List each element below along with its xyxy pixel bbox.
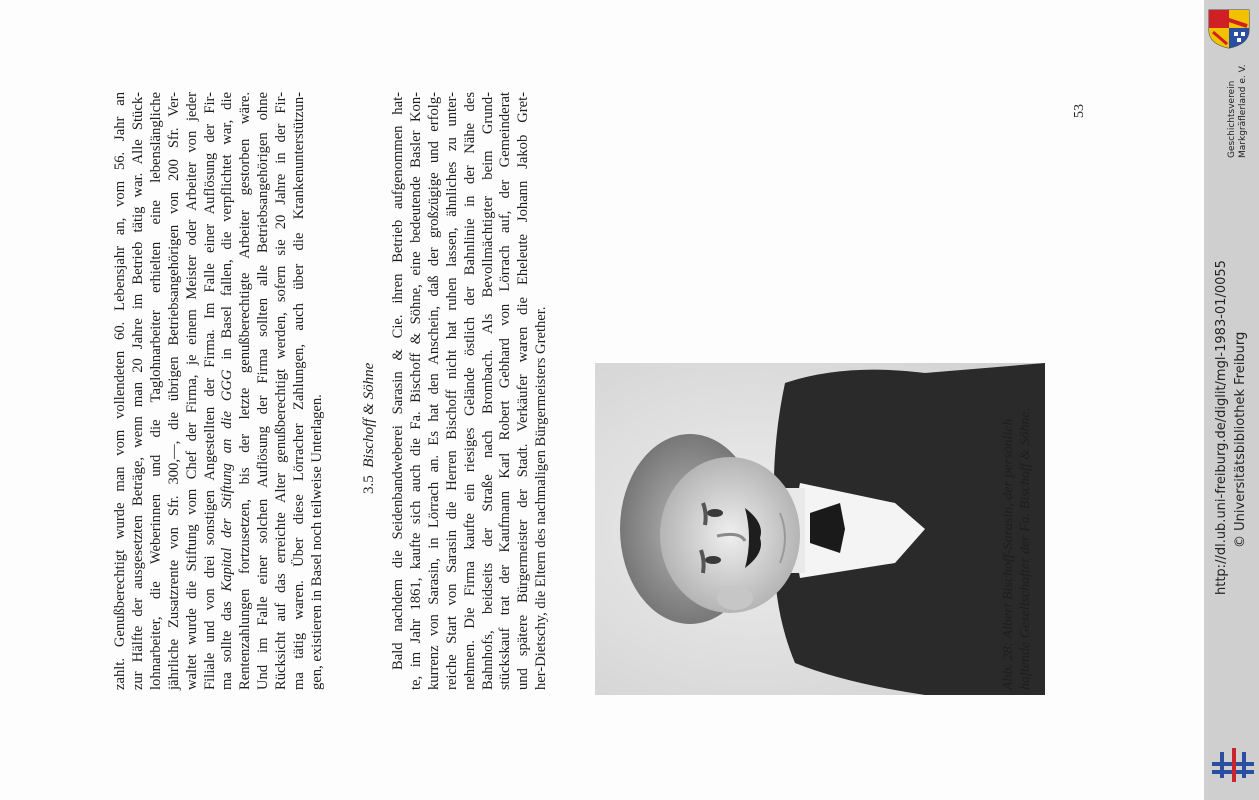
paragraph1-line: waltet wurde die Stiftung vom Chef der Firma, je einem Meister oder Arbeiter von jeder <box>183 92 200 690</box>
paragraph2-line: und spätere Bürgermeister der Stadt. Verkäufer waren die Eheleute Johann Jakob Gret- <box>515 92 532 690</box>
paragraph2-line: reiche Start von Sarasin die Herren Bischoff nicht hat ruhen lassen, ähnliches zu unter- <box>443 92 460 690</box>
caption-line-1: Abb. 28: Albert Bischoff-Sarasin, der persönlich <box>1001 418 1016 690</box>
figure-caption <box>1000 408 1034 690</box>
paragraph2-line: nehmen. Die Firma kaufte ein riesiges Gelände östlich der Bahnlinie in der Nähe des <box>461 92 478 690</box>
society-name-line-1: Geschichtsverein <box>1227 80 1237 158</box>
section-title: Bischoff & Söhne <box>361 362 377 468</box>
paragraph2-line: kurrenz von Sarasin, in Lörrach an. Es hat den Anschein, daß der großzügige und erfolg- <box>425 92 442 690</box>
paragraph-genussberechtigung <box>112 92 327 690</box>
ub-freiburg-logo-icon[interactable] <box>1212 748 1254 782</box>
permalink-url[interactable]: http://dl.ub.uni-freiburg.de/diglit/mgl-1983-01/0055 <box>1214 260 1229 595</box>
portrait-photo <box>595 363 1045 695</box>
section-number: 3.5 <box>361 475 377 494</box>
paragraph1-line: ma sollte das Kapital der Stiftung an die GGG in Basel fallen, die verpflichtet war, die <box>219 92 236 690</box>
paragraph-bischoff <box>390 92 551 690</box>
society-name-line-2: Markgräflerland e. V. <box>1238 64 1248 158</box>
paragraph1-line: zahlt. Genußberechtigt wurde man vom vollendeten 60. Lebensjahr an, vom 56. Jahr an <box>112 92 128 690</box>
paragraph2-line: Bald nachdem die Seidenbandweberei Sarasin & Cie. ihren Betrieb aufgenommen hat- <box>390 92 406 670</box>
paragraph1-line: Und im Falle einer solchen Auflösung der Firma sollten alle Betriebsangehörigen ohne <box>255 92 272 690</box>
paragraph2-line: stückskauf trat der Kaufmann Karl Robert Gebhard von Lörrach auf, der Gemeinderat <box>497 92 514 690</box>
paragraph2-line: her-Dietschy, die Eltern des nachmaligen Bürgermeisters Grether. <box>533 306 550 690</box>
caption-line-2: haftende Gesellschafter der Fa. Bischoff & Söhne. <box>1018 407 1033 690</box>
page-number: 53 <box>1072 104 1087 118</box>
paragraph1-line: gen, existieren in Basel noch teilweise Unterlagen. <box>308 394 325 690</box>
paragraph2-line: Bahnhofs, beidseits der Straße nach Brombach. Als Bevollmächtigter beim Grund- <box>479 92 496 690</box>
italic-phrase: Kapital der Stiftung an die GGG <box>219 369 236 592</box>
paragraph1-line: ma tätig waren. Über diese Lörracher Zahlungen, auch über die Krankenunterstützun- <box>291 92 308 690</box>
section-heading <box>361 363 378 494</box>
paragraph1-line: Rücksicht auf das erreichte Alter genußberechtigt werden, sofern sie 20 Jahre in der Fir- <box>273 92 290 690</box>
paragraph1-line: zur Hälfte der ausgesetzten Beträge, wenn man 20 Jahre im Betrieb tätig war. Alle Stück- <box>129 92 146 690</box>
paragraph1-line: jährliche Zusatzrente von Sfr. 300,—, die übrigen Betriebsangehörigen von 200 Sfr. Ver- <box>165 92 182 690</box>
paragraph1-line: lohnarbeiter, die Weberinnen und die Taglohnarbeiter erhielten eine lebenslängliche <box>147 92 164 690</box>
coat-of-arms-icon <box>1207 8 1251 50</box>
paragraph1-line: Rentenzahlungen fortzusetzen, bis der letzte genußberechtigte Arbeiter gestorben wäre. <box>237 92 254 690</box>
copyright-notice: © Universitätsbibliothek Freiburg <box>1233 331 1248 548</box>
paragraph1-line: Filiale und von drei sonstigen Angestellten der Firma. Im Falle einer Auflösung der Fir- <box>201 92 218 690</box>
paragraph2-line: te, im Jahr 1861, kaufte sich auch die Fa. Bischoff & Söhne, eine bedeutende Basler Kon- <box>407 92 424 690</box>
